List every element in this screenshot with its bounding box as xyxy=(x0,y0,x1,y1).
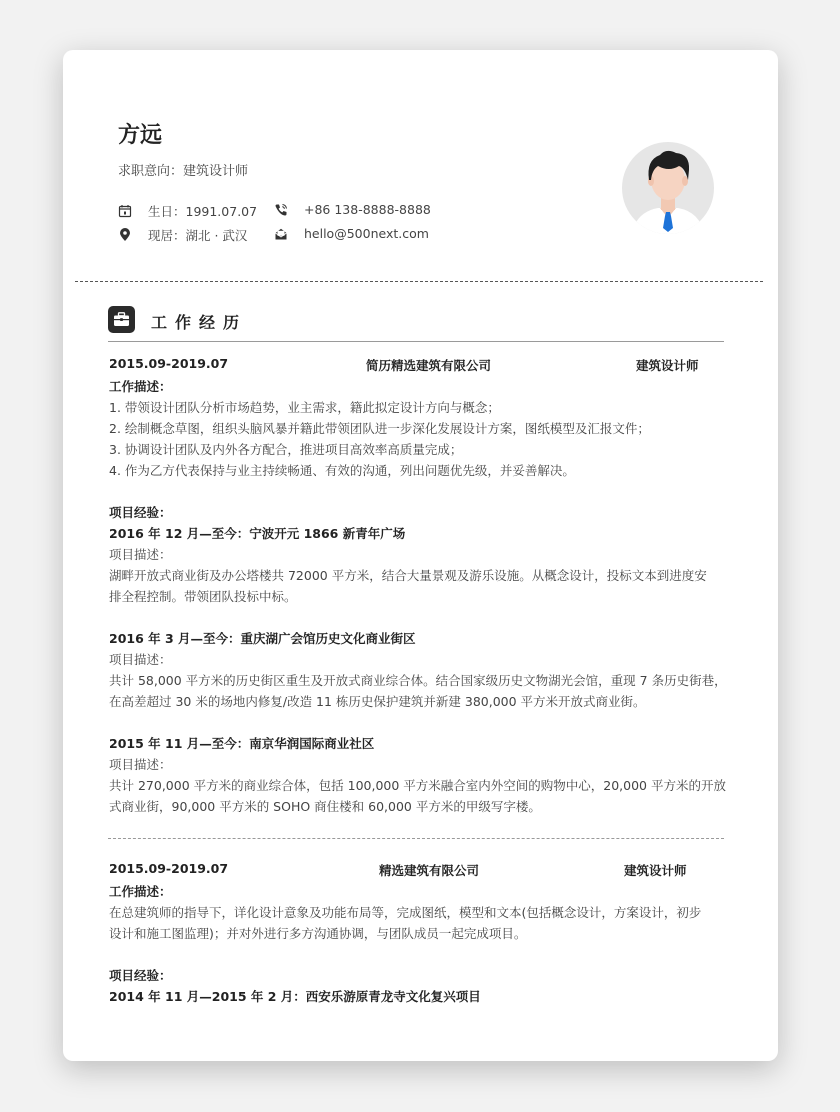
project-title: 2015 年 11 月—至今：南京华润国际商业社区 xyxy=(109,736,375,751)
job-divider xyxy=(108,838,724,839)
project-desc-line: 湖畔开放式商业街及办公塔楼共 72000 平方米，结合大量景观及游乐设施。从概念设计，投标文本到进度安 xyxy=(109,568,707,583)
project-desc-line: 式商业街，90,000 平方米的 SOHO 商住楼和 60,000 平方米的甲级写字楼。 xyxy=(109,799,541,814)
job1-role: 建筑设计师 xyxy=(636,358,699,373)
project-desc-line: 排全程控制。带领团队投标中标。 xyxy=(109,589,297,604)
job2-company: 精选建筑有限公司 xyxy=(379,863,480,878)
job1-duty: 3. 协调设计团队及内外各方配合，推进项目高效率高质量完成； xyxy=(109,442,463,457)
project-desc-label: 项目描述： xyxy=(109,652,172,667)
phone-icon xyxy=(274,203,288,217)
avatar xyxy=(622,142,714,234)
email-info xyxy=(274,226,429,241)
job1-desc-label: 工作描述： xyxy=(109,379,172,394)
job1-project-label: 项目经验： xyxy=(109,505,172,520)
job2-role: 建筑设计师 xyxy=(624,863,687,878)
job2-desc-line: 在总建筑师的指导下，详化设计意象及功能布局等，完成图纸，模型和文本(包括概念设计，方案设计，初步 xyxy=(109,905,702,920)
resume-page xyxy=(63,50,778,1061)
job1-period: 2015.09-2019.07 xyxy=(109,356,229,371)
phone-info xyxy=(274,202,431,217)
briefcase-icon xyxy=(108,306,135,333)
birthday-info xyxy=(118,202,257,220)
job1-duty: 4. 作为乙方代表保持与业主持续畅通、有效的沟通，列出问题优先级，并妥善解决。 xyxy=(109,463,575,478)
job2-project-label: 项目经验： xyxy=(109,968,172,983)
location-info xyxy=(118,226,247,244)
job2-period: 2015.09-2019.07 xyxy=(109,861,229,876)
job1-company: 简历精选建筑有限公司 xyxy=(366,358,492,373)
envelope-icon xyxy=(274,227,288,241)
job2-desc-line: 设计和施工图监理)；并对外进行多方沟通协调，与团队成员一起完成项目。 xyxy=(109,926,527,941)
location-pin-icon xyxy=(118,228,132,242)
header-divider xyxy=(75,281,763,282)
job1-duty: 1. 带领设计团队分析市场趋势，业主需求，籍此拟定设计方向与概念； xyxy=(109,400,500,415)
project-desc-line: 在高差超过 30 米的场地内修复/改造 11 栋历史保护建筑并新建 380,000 平方米开放式商业街。 xyxy=(109,694,646,709)
project-title: 2016 年 3 月—至今：重庆湖广会馆历史文化商业街区 xyxy=(109,631,416,646)
job2-desc-label: 工作描述： xyxy=(109,884,172,899)
calendar-icon xyxy=(118,204,132,218)
project-desc-label: 项目描述： xyxy=(109,547,172,562)
project-desc-label: 项目描述： xyxy=(109,757,172,772)
phone-text: +86 138-8888-8888 xyxy=(304,202,431,217)
location-text: 现居：湖北 · 武汉 xyxy=(148,228,248,243)
project-desc-line: 共计 58,000 平方米的历史街区重生及开放式商业综合体。结合国家级历史文物湖光会馆，重现 7 条历史街巷， xyxy=(109,673,727,688)
candidate-name: 方远 xyxy=(118,123,163,148)
section-title: 工作经历 xyxy=(151,313,248,332)
project-title: 2014 年 11 月—2015 年 2 月：西安乐游原青龙寺文化复兴项目 xyxy=(109,989,481,1004)
project-title: 2016 年 12 月—至今：宁波开元 1866 新青年广场 xyxy=(109,526,406,541)
section-rule xyxy=(108,341,724,342)
job-intent: 求职意向：建筑设计师 xyxy=(118,164,249,179)
email-text: hello@500next.com xyxy=(304,226,429,241)
job1-duty: 2. 绘制概念草图，组织头脑风暴并籍此带领团队进一步深化发展设计方案，图纸模型及汇报文件； xyxy=(109,421,650,436)
birthday-text: 生日：1991.07.07 xyxy=(148,204,258,219)
project-desc-line: 共计 270,000 平方米的商业综合体，包括 100,000 平方米融合室内外空间的购物中心，20,000 平方米的开放 xyxy=(109,778,726,793)
